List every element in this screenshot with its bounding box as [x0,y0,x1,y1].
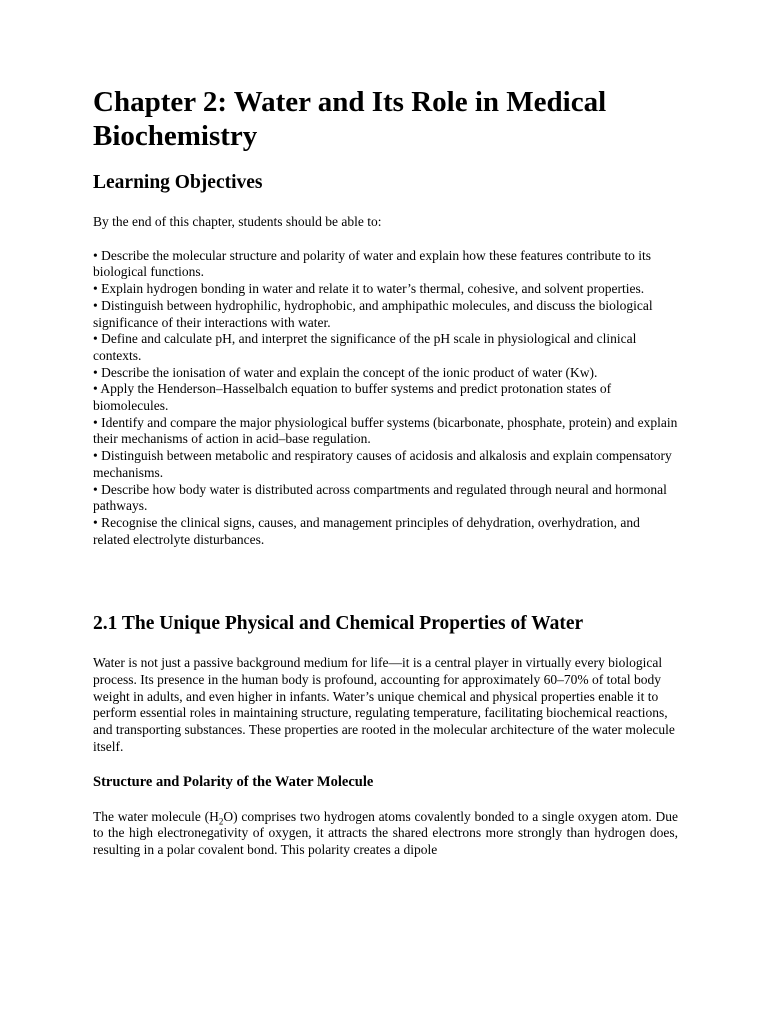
chapter-title: Chapter 2: Water and Its Role in Medical Biochemistry [93,86,607,152]
subsection-paragraph [93,809,678,859]
objective-item: • Apply the Henderson–Hasselbalch equation to buffer systems and predict protonation states of biomolecules. [93,381,612,414]
formula-subscript: 2 [218,816,224,827]
objective-item: • Identify and compare the major physiological buffer systems (bicarbonate, phosphate, protein) and explain their mechanisms of action in acid–base regulation. [93,414,678,447]
paragraph-text-start: The water molecule (H [93,808,219,824]
objective-item: • Describe the ionisation of water and explain the concept of the ionic product of water (Kw). [93,364,598,380]
objectives-intro: By the end of this chapter, students should be able to: [93,214,382,229]
objective-item: • Explain hydrogen bonding in water and relate it to water’s thermal, cohesive, and solvent properties. [93,281,645,297]
objective-item: • Distinguish between metabolic and respiratory causes of acidosis and alkalosis and explain compensatory mechanisms. [93,448,672,480]
learning-objectives-heading: Learning Objectives [93,172,263,193]
document-page [93,85,678,859]
objective-item: • Describe the molecular structure and polarity of water and explain how these features contribute to its biological functions. [93,247,652,280]
paragraph-text-rest: O) comprises two hydrogen atoms covalently bonded to a single oxygen atom. Due to the high electronegativity of oxygen, it attracts the shared electrons more strongly than hydrogen does, resulting in a polar covalent bond. This polarity creates a dipole [93,808,678,857]
section-heading: 2.1 The Unique Physical and Chemical Properties of Water [93,613,584,635]
section-paragraph: Water is not just a passive background medium for life—it is a central player in virtually every biological process. Its presence in the human body is profound, accounting for approximately 60–70% of total body weight in adults, and even higher in infants. Water’s unique chemical and physical properties enable it to perform essential roles in maintaining structure, regulating temperature, facilitating biochemical reactions, and transporting substances. These properties are rooted in the molecular architecture of the water molecule itself. [93,655,675,754]
objectives-list [93,248,678,549]
subsection-heading: Structure and Polarity of the Water Molecule [93,773,374,790]
objective-item: • Describe how body water is distributed across compartments and regulated through neural and hormonal pathways. [93,481,667,514]
objective-item: • Recognise the clinical signs, causes, and management principles of dehydration, overhydration, and related electrolyte disturbances. [93,514,640,547]
objective-item: • Distinguish between hydrophilic, hydrophobic, and amphipathic molecules, and discuss the biological significance of their interactions with water. [93,297,653,330]
objective-item: • Define and calculate pH, and interpret the significance of the pH scale in physiological and clinical contexts. [93,331,637,363]
